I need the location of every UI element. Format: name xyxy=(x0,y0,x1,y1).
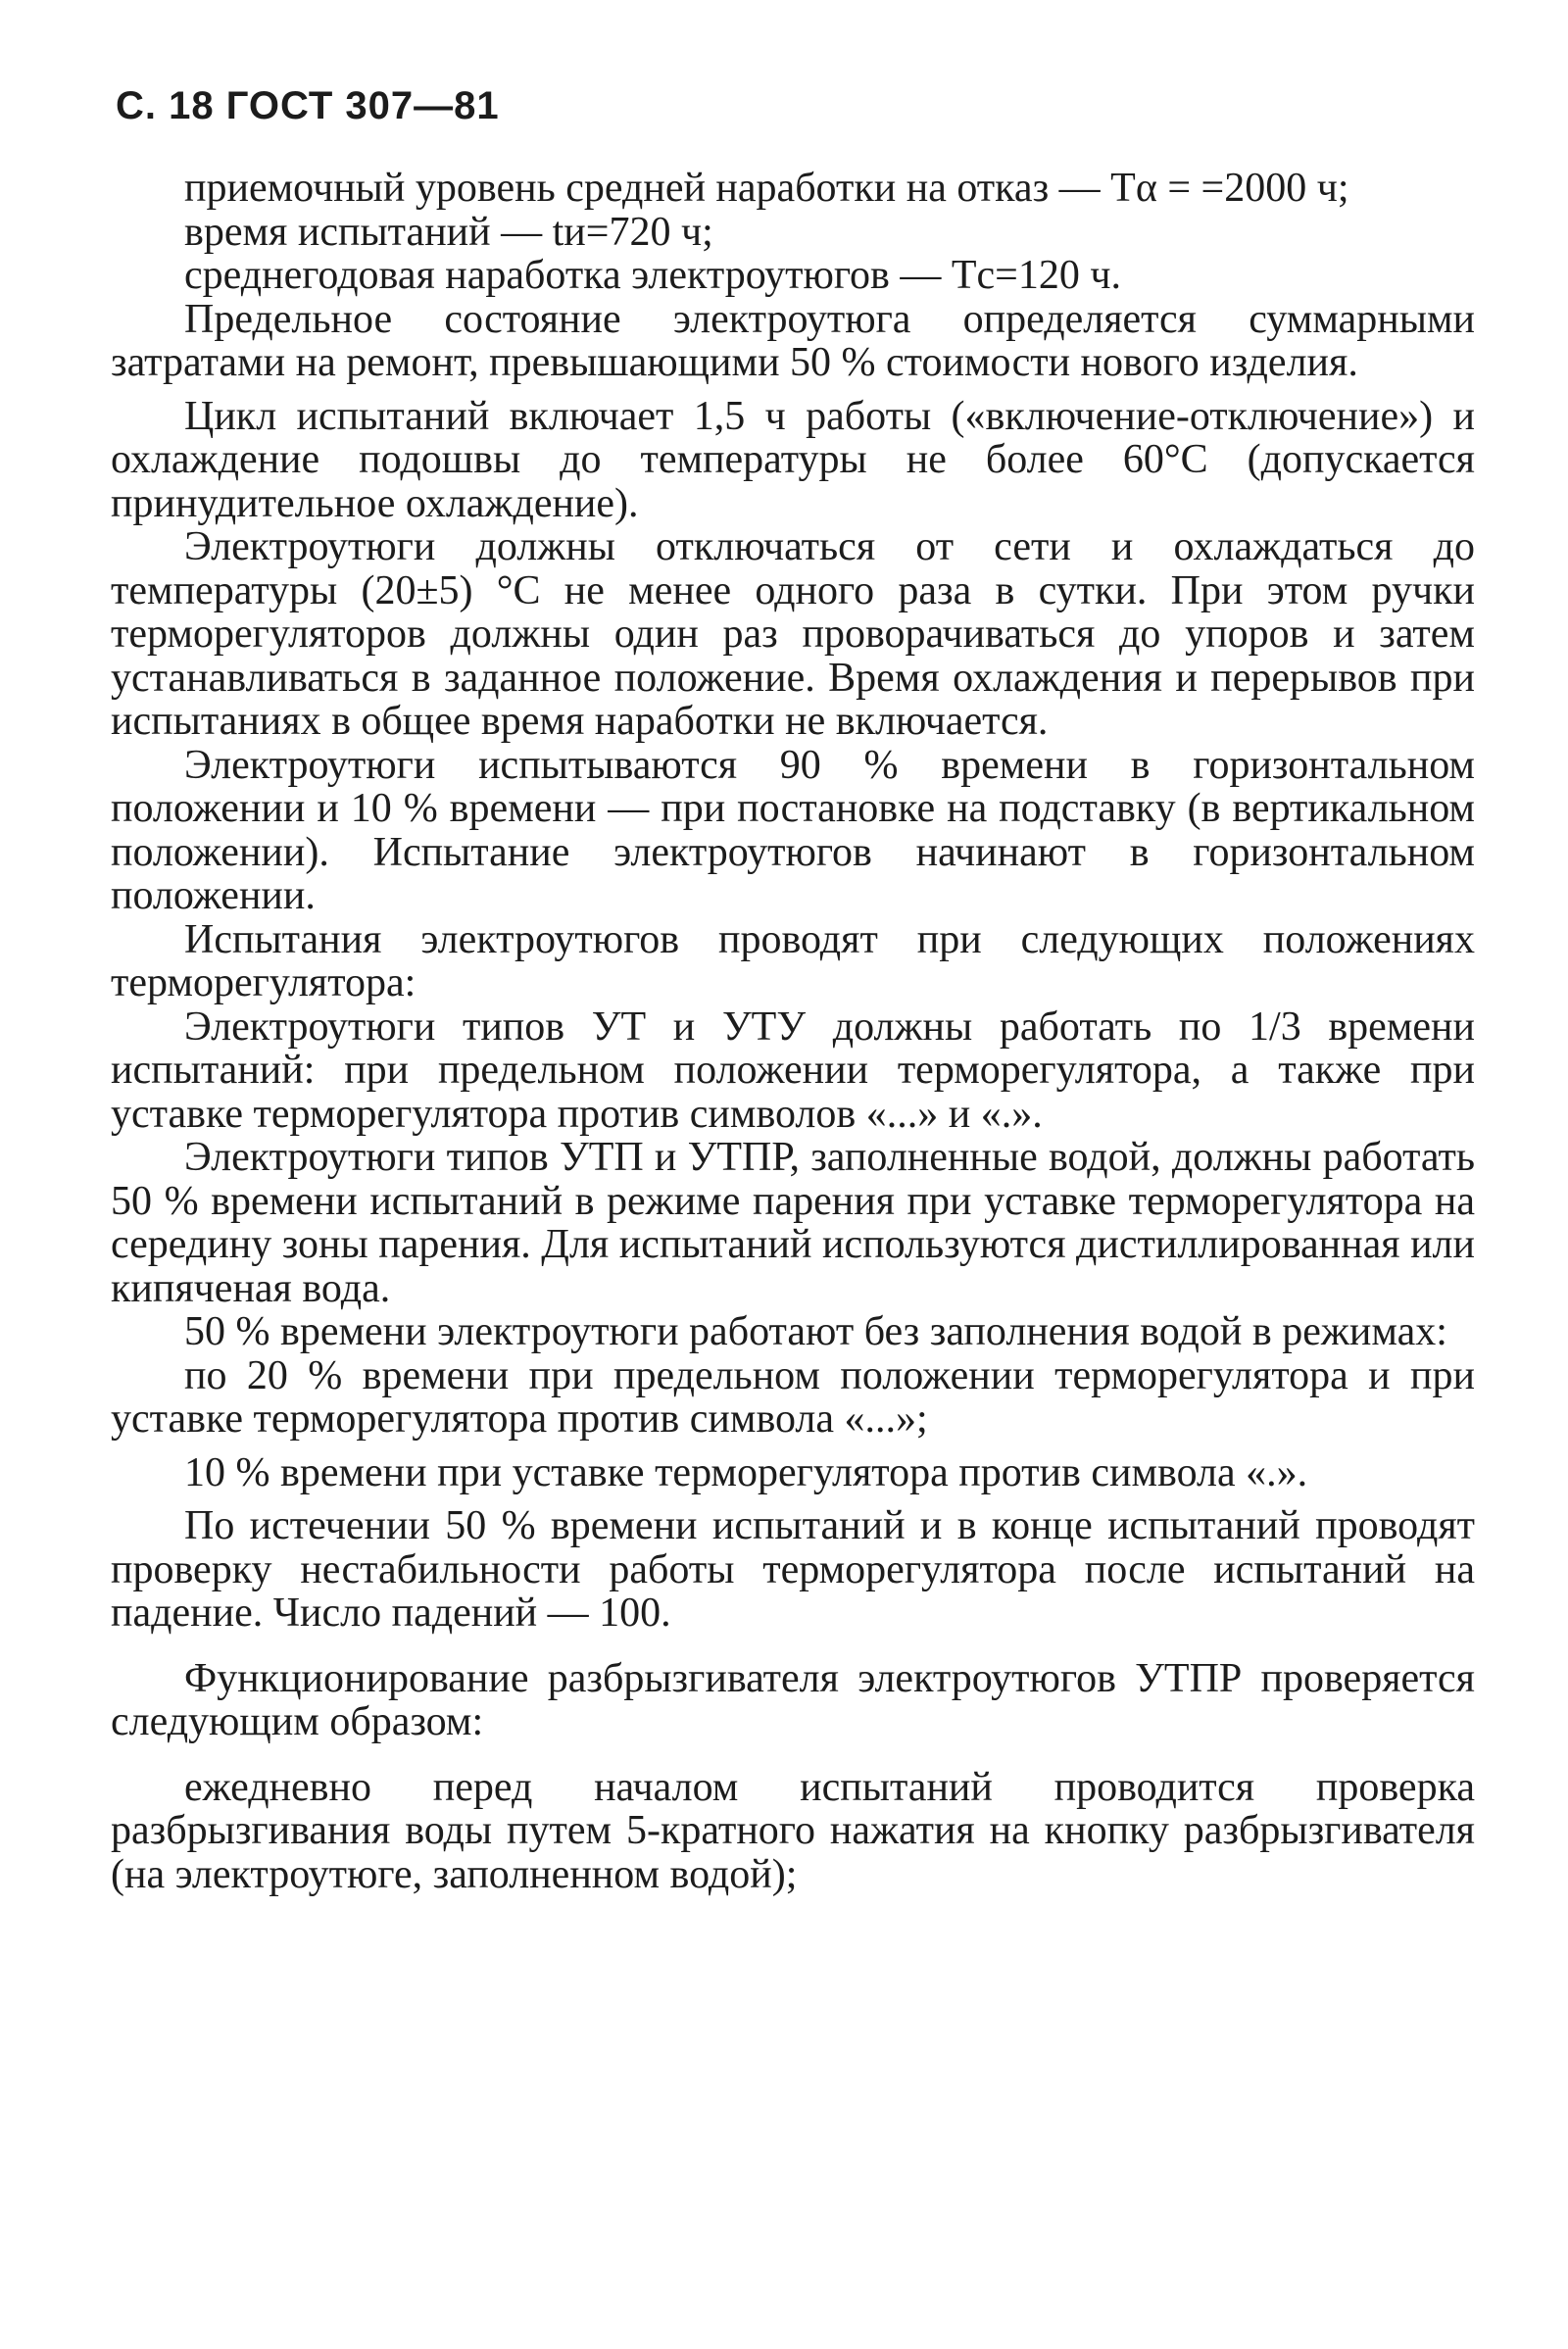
document-body xyxy=(111,167,1475,1896)
paragraph: Электроутюги типов УТ и УТУ должны работать по 1/3 времени испытаний: при предельном положении терморегулятора, а также при уставке терморегулятора против символов «...» и «.». xyxy=(111,1003,1475,1137)
paragraph: по 20 % времени при предельном положении терморегулятора и при уставке терморегулятора против символа «...»; xyxy=(111,1352,1475,1442)
paragraph: Функционирование разбрызгивателя электроутюгов УТПР проверяется следующим образом: xyxy=(111,1655,1475,1744)
paragraph: Испытания электроутюгов проводят при следующих положениях терморегулятора: xyxy=(111,916,1475,1005)
paragraph: По истечении 50 % времени испытаний и в конце испытаний проводят проверку нестабильности работы терморегулятора после испытаний на падение. Число падений — 100. xyxy=(111,1503,1475,1636)
paragraph: приемочный уровень средней наработки на отказ — Tα = =2000 ч; xyxy=(184,166,1349,211)
paragraph: Электроутюги испытываются 90 % времени в горизонтальном положении и 10 % времени — при постановке на подставку (в вертикальном положении). Испытание электроутюгов начинают в горизонтальном положении. xyxy=(111,742,1475,918)
paragraph: Предельное состояние электроутюга определяется суммарными затратами на ремонт, превышающими 50 % стоимости нового изделия. xyxy=(111,296,1475,385)
paragraph: Электроутюги должны отключаться от сети и охлаждаться до температуры (20±5) °С не менее одного раза в сутки. При этом ручки терморегуляторов должны один раз проворачиваться до упоров и затем устанавливаться в заданное положение. Время охлаждения и перерывов при испытаниях в общее время наработки не включается. xyxy=(111,524,1475,744)
paragraph: 50 % времени электроутюги работают без заполнения водой в режимах: xyxy=(184,1309,1447,1354)
page-header: С. 18 ГОСТ 307—81 xyxy=(116,84,500,127)
paragraph: Цикл испытаний включает 1,5 ч работы («включение-отключение») и охлаждение подошвы до температуры не более 60°С (допускается принудительное охлаждение). xyxy=(111,393,1475,526)
paragraph: ежедневно перед началом испытаний проводится проверка разбрызгивания воды путем 5-кратного нажатия на кнопку разбрызгивателя (на электроутюге, заполненном водой); xyxy=(111,1764,1475,1897)
paragraph: время испытаний — tи=720 ч; xyxy=(184,209,713,255)
paragraph: 10 % времени при уставке терморегулятора против символа «.». xyxy=(184,1449,1308,1495)
paragraph: среднегодовая наработка электроутюгов — Tс=120 ч. xyxy=(184,253,1121,298)
paragraph: Электроутюги типов УТП и УТПР, заполненные водой, должны работать 50 % времени испытаний в режиме парения при уставке терморегулятора на середину зоны парения. Для испытаний используются дистиллированная или кипяченая вода. xyxy=(111,1135,1475,1311)
